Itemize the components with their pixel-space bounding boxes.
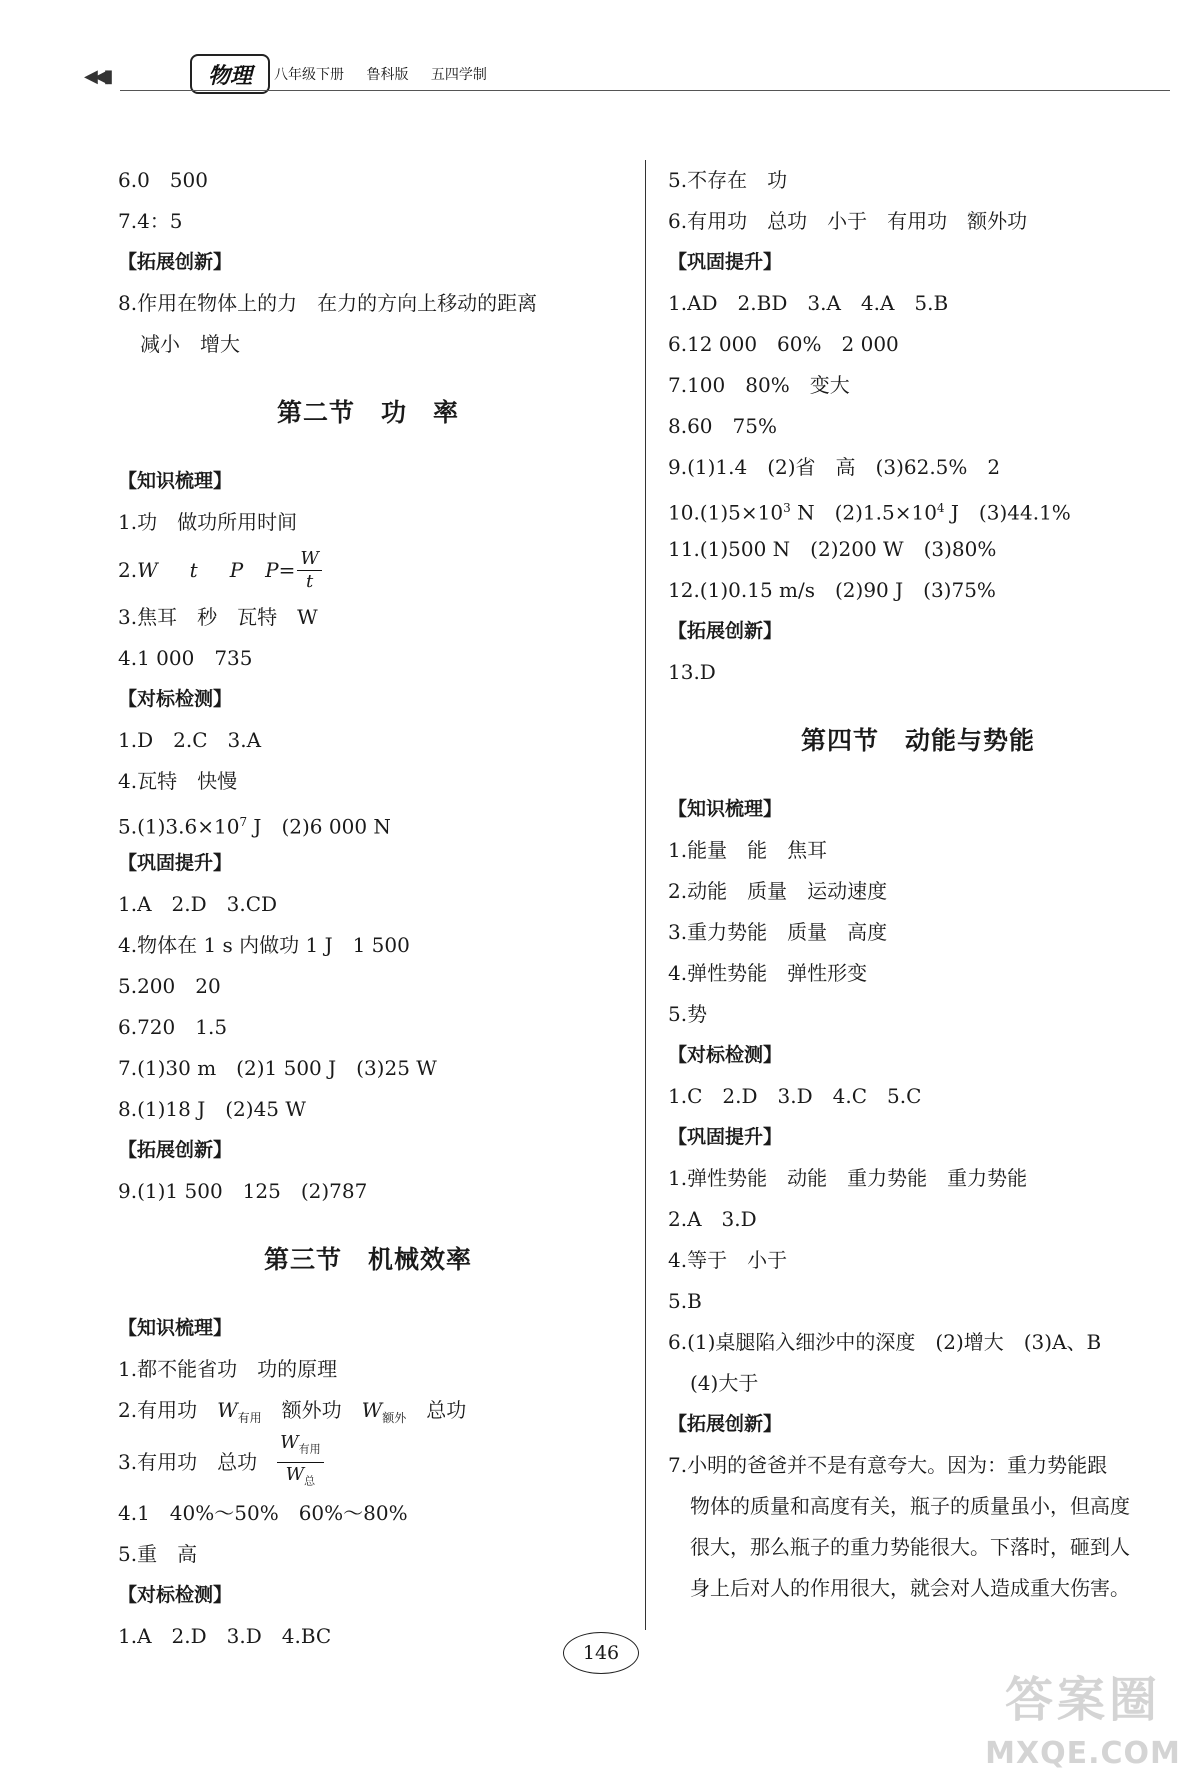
symbol-w: W xyxy=(217,1398,238,1422)
equals-sign: = xyxy=(278,558,296,582)
answer-line: 4.瓦特 快慢 xyxy=(118,769,238,793)
column-divider xyxy=(645,160,646,1630)
page-number: 146 xyxy=(563,1632,639,1674)
subscript: 总 xyxy=(304,1474,316,1488)
symbol-w: W xyxy=(137,558,158,582)
answer-line: 5.B xyxy=(668,1289,702,1313)
formula-line xyxy=(118,1431,618,1493)
answer-line: 6.有用功 总功 小于 有用功 额外功 xyxy=(668,209,1028,233)
section-title: 第四节 动能与势能 xyxy=(800,726,1035,755)
answer-line: 7.(1)30 m (2)1 500 J (3)25 W xyxy=(118,1056,437,1080)
grade-text: 八年级下册 xyxy=(274,67,344,83)
answer-line: 1.A 2.D 3.D 4.BC xyxy=(118,1624,332,1648)
header-rule xyxy=(120,90,1170,91)
subscript: 额外 xyxy=(382,1411,407,1425)
text-part: N (2)1.5×10 xyxy=(790,500,937,525)
answer-line: 4.弹性势能 弹性形变 xyxy=(668,961,868,985)
answer-line: 1.A 2.D 3.CD xyxy=(118,892,278,916)
answer-line: 6.720 1.5 xyxy=(118,1015,228,1039)
text-part: 额外功 xyxy=(261,1398,362,1422)
fraction-numerator xyxy=(277,1431,324,1463)
answer-line: 1.都不能省功 功的原理 xyxy=(118,1357,338,1381)
answer-line: 物体的质量和高度有关，瓶子的质量虽小，但高度 xyxy=(690,1494,1130,1518)
arrow-icon: ◀◀▮ xyxy=(84,66,110,87)
text-part: 3.有用功 总功 xyxy=(118,1450,278,1474)
answer-line: 6.12 000 60% 2 000 xyxy=(668,332,899,356)
answer-line: 3.焦耳 秒 瓦特 W xyxy=(118,605,318,629)
answer-line: 1.能量 能 焦耳 xyxy=(668,838,828,862)
section-label: 【巩固提升】 xyxy=(118,852,233,874)
subscript: 有用 xyxy=(237,1411,262,1425)
answer-line: 7.100 80% 变大 xyxy=(668,373,850,397)
answer-line: 减小 增大 xyxy=(140,332,240,356)
answer-line: 7.小明的爸爸并不是有意夸大。因为：重力势能跟 xyxy=(668,1453,1108,1477)
answer-line: 12.(1)0.15 m/s (2)90 J (3)75% xyxy=(668,578,996,602)
formula-line xyxy=(118,543,618,597)
answer-line: 2.动能 质量 运动速度 xyxy=(668,879,888,903)
answer-line: 1.弹性势能 动能 重力势能 重力势能 xyxy=(668,1166,1028,1190)
exponent: 4 xyxy=(936,501,945,515)
exponent: 7 xyxy=(239,815,248,829)
answer-line: 11.(1)500 N (2)200 W (3)80% xyxy=(668,537,997,561)
exponent: 3 xyxy=(783,501,791,515)
symbol-w: W xyxy=(361,1398,383,1422)
section-title: 第三节 机械效率 xyxy=(263,1245,472,1274)
text-part: J (3)44.1% xyxy=(944,500,1071,525)
left-column xyxy=(118,160,618,1657)
answer-line: 4.1 40%～50% 60%～80% xyxy=(118,1501,408,1525)
answer-line: 7.4：5 xyxy=(118,209,183,233)
answer-line: 8.作用在物体上的力 在力的方向上移动的距离 xyxy=(118,291,538,315)
section-label: 【巩固提升】 xyxy=(668,251,783,273)
section-label: 【知识梳理】 xyxy=(668,798,783,820)
watermark-url: MXQE.COM xyxy=(985,1736,1181,1771)
answer-line: 13.D xyxy=(668,660,716,684)
symbol-w: W xyxy=(280,1431,299,1453)
answer-line: 1.功 做功所用时间 xyxy=(118,510,298,534)
answer-line: 1.C 2.D 3.D 4.C 5.C xyxy=(668,1084,922,1108)
answer-line: 5.不存在 功 xyxy=(668,168,788,192)
watermark-logo: 答案圈 xyxy=(1004,1672,1161,1728)
answer-line: 3.重力势能 质量 高度 xyxy=(668,920,888,944)
fraction xyxy=(297,548,322,593)
answer-line: 5.势 xyxy=(668,1002,708,1026)
fraction-denominator xyxy=(286,1463,316,1494)
answer-line xyxy=(118,802,618,843)
section-label: 【知识梳理】 xyxy=(118,470,233,492)
edition-text: 鲁科版 xyxy=(366,67,409,83)
answer-line: 9.(1)1.4 (2)省 高 (3)62.5% 2 xyxy=(668,455,1001,479)
answer-line: 6.(1)桌腿陷入细沙中的深度 (2)增大 (3)A、B xyxy=(668,1330,1102,1354)
answer-line: 1.D 2.C 3.A xyxy=(118,728,262,752)
answer-line: 4.1 000 735 xyxy=(118,646,253,670)
section-label: 【知识梳理】 xyxy=(118,1317,233,1339)
page-header xyxy=(60,52,1170,96)
section-label: 【拓展创新】 xyxy=(668,620,783,642)
answer-line xyxy=(668,488,1168,529)
text-part: 2.有用功 xyxy=(118,1398,218,1422)
section-label: 【巩固提升】 xyxy=(668,1126,783,1148)
answer-line: 很大，那么瓶子的重力势能很大。下落时，砸到人 xyxy=(690,1535,1130,1559)
text-part: 5.(1)3.6×10 xyxy=(118,814,240,839)
section-label: 【对标检测】 xyxy=(118,1584,233,1606)
answer-line: 9.(1)1 500 125 (2)787 xyxy=(118,1179,368,1203)
section-label: 【对标检测】 xyxy=(668,1044,783,1066)
subject-logo: 物理 xyxy=(190,54,270,94)
section-label: 【拓展创新】 xyxy=(118,1139,233,1161)
symbol-w: W xyxy=(285,1463,305,1485)
section-label: 【拓展创新】 xyxy=(118,251,233,273)
text-part: J (2)6 000 N xyxy=(247,814,391,839)
answer-line: 2.A 3.D xyxy=(668,1207,757,1231)
book-info xyxy=(274,64,505,84)
answer-line: 1.AD 2.BD 3.A 4.A 5.B xyxy=(668,291,949,315)
answer-line: (4)大于 xyxy=(690,1371,759,1395)
answer-line: 8.(1)18 J (2)45 W xyxy=(118,1097,306,1121)
section-title: 第二节 功 率 xyxy=(276,398,459,427)
formula-prefix: 2. xyxy=(118,558,138,582)
section-label: 【拓展创新】 xyxy=(668,1413,783,1435)
answer-line: 6.0 500 xyxy=(118,168,208,192)
text-part: 总功 xyxy=(406,1398,467,1422)
symbol-t: t xyxy=(189,558,198,582)
answer-line: 4.物体在 1 s 内做功 1 J 1 500 xyxy=(118,933,410,957)
system-text: 五四学制 xyxy=(430,67,487,83)
answer-line xyxy=(118,1390,618,1431)
fraction xyxy=(277,1431,324,1493)
fraction-denominator: t xyxy=(306,570,314,592)
text-part: 10.(1)5×10 xyxy=(668,500,784,525)
fraction-numerator: W xyxy=(297,548,322,571)
watermark xyxy=(978,1666,1188,1786)
answer-line: 身上后对人的作用很大，就会对人造成重大伤害。 xyxy=(690,1576,1130,1600)
symbol-p-eq: P xyxy=(265,558,279,582)
right-column xyxy=(668,160,1168,1609)
answer-line: 5.200 20 xyxy=(118,974,221,998)
answer-line: 5.重 高 xyxy=(118,1542,198,1566)
symbol-p: P xyxy=(229,558,244,582)
subscript: 有用 xyxy=(298,1442,321,1456)
section-label: 【对标检测】 xyxy=(118,688,233,710)
answer-line: 4.等于 小于 xyxy=(668,1248,788,1272)
answer-line: 8.60 75% xyxy=(668,414,777,438)
